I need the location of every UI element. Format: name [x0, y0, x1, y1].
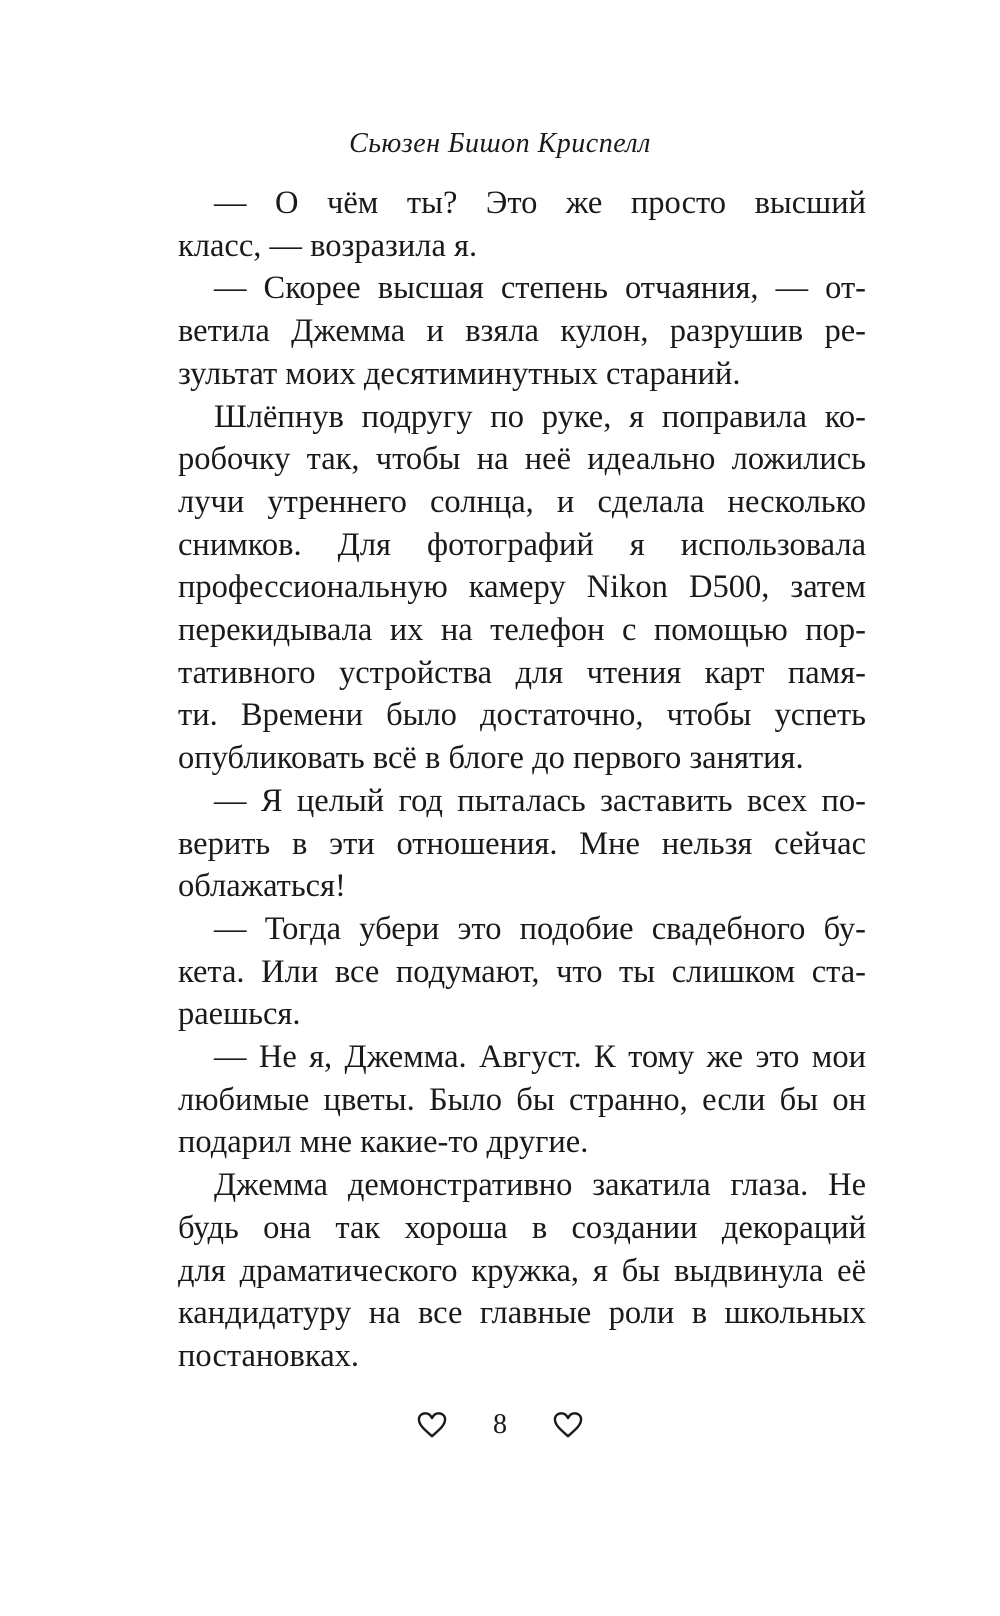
heart-outline-icon: [417, 1411, 447, 1439]
body-text: [178, 182, 866, 1378]
text-line: любимые цветы. Было бы странно, если бы он: [178, 1081, 866, 1118]
running-head-author: Сьюзен Бишоп Криспелл: [349, 128, 651, 159]
text-line: перекидывала их на телефон с помощью пор-: [178, 612, 866, 649]
text-line: — Не я, Джемма. Август. К тому же это мои: [214, 1039, 866, 1076]
text-line: ветила Джемма и взяла кулон, разрушив ре-: [178, 313, 866, 350]
text-line: кета. Или все подумают, что ты слишком ста-: [178, 953, 866, 990]
text-line: подарил мне какие-то другие.: [178, 1124, 589, 1161]
text-line: лучи утреннего солнца, и сделала несколько: [178, 483, 866, 520]
text-line: — О чём ты? Это же просто высший: [214, 185, 866, 221]
text-line: — Тогда убери это подобие свадебного бу-: [214, 910, 866, 947]
text-line: — Скорее высшая степень отчаяния, — от-: [214, 270, 866, 307]
text-line: верить в эти отношения. Мне нельзя сейчас: [178, 825, 866, 862]
heart-outline-icon: [553, 1411, 583, 1439]
page-number: 8: [493, 1409, 507, 1440]
text-line: робочку так, чтобы на неё идеально ложились: [178, 441, 866, 478]
text-line: снимков. Для фотографий я использовала: [178, 526, 866, 563]
text-line: кандидатуру на все главные роли в школьных: [178, 1295, 866, 1332]
text-line: зультат моих десятиминутных стараний.: [178, 355, 741, 392]
text-line: будь она так хороша в создании декораций: [178, 1209, 866, 1246]
text-line: раешься.: [178, 996, 301, 1033]
text-line: тативного устройства для чтения карт памя-: [178, 654, 866, 691]
text-line: профессиональную камеру Nikon D500, затем: [178, 569, 866, 606]
text-line: Шлёпнув подругу по руке, я поправила ко-: [214, 398, 866, 435]
text-line: ти. Времени было достаточно, чтобы успеть: [178, 697, 866, 734]
page-footer: [0, 1400, 1000, 1450]
text-line: класс, — возразила я.: [178, 227, 478, 264]
text-line: опубликовать всё в блоге до первого занятия.: [178, 740, 804, 777]
text-line: Джемма демонстративно закатила глаза. Не: [214, 1167, 866, 1204]
text-line: для драматического кружка, я бы выдвинула её: [178, 1252, 866, 1289]
text-line: постановках.: [178, 1337, 359, 1374]
text-line: — Я целый год пыталась заставить всех по-: [214, 782, 866, 819]
text-line: облажаться!: [178, 868, 346, 905]
